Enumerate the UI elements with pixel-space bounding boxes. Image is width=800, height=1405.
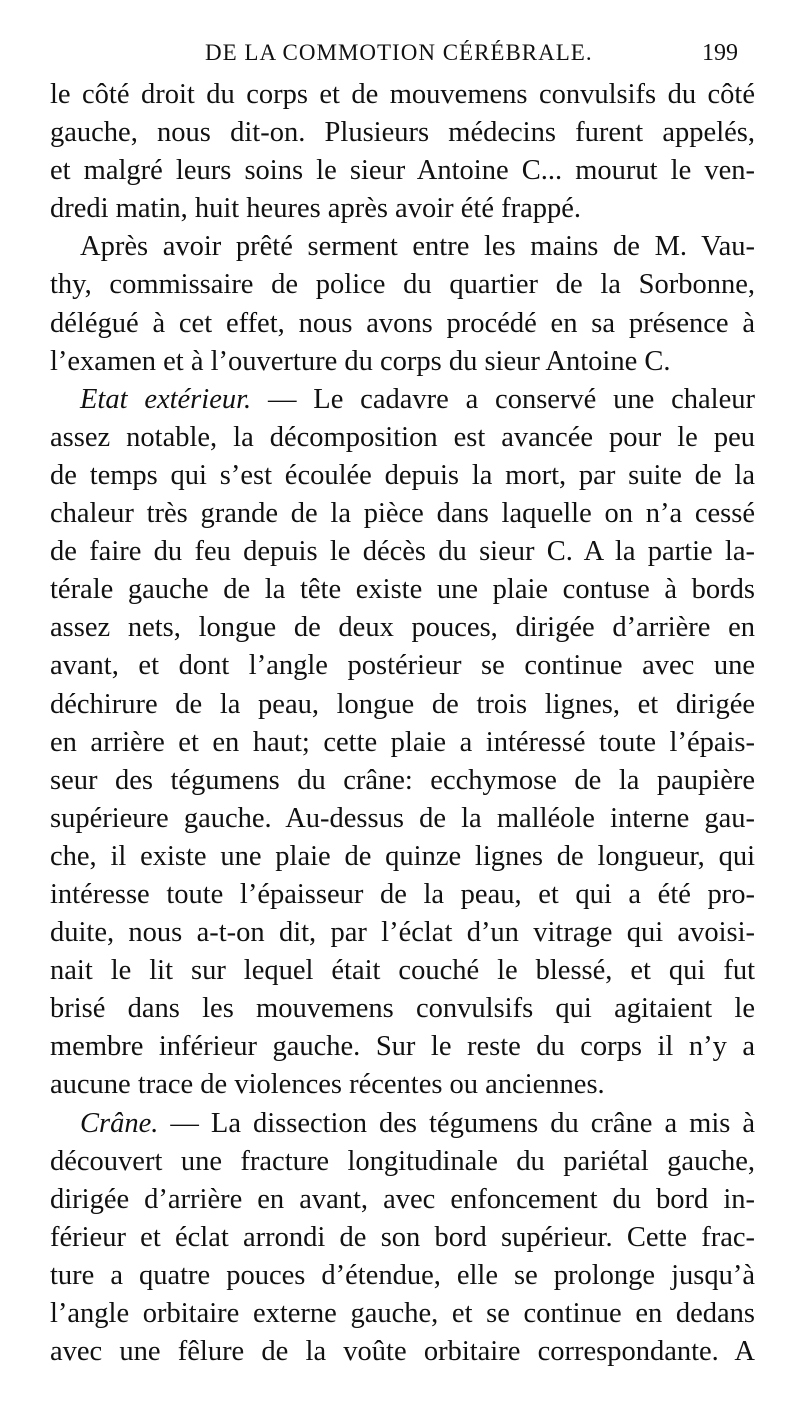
section-heading: Crâne. [80,1107,159,1139]
line-text: térale gauche de la tête existe une plaie contuse à bords [50,574,755,606]
line-text: duite, nous a-t-on dit, par l’éclat d’un vitrage qui avoisi- [50,917,755,949]
text-line [50,990,755,1028]
line-text: et malgré leurs soins le sieur Antoine C... mourut le ven- [50,155,755,187]
line-text: — Le cadavre a conservé une chaleur [251,383,755,415]
line-text: supérieure gauche. Au-dessus de la malléole interne gau- [50,802,755,834]
text-line [50,609,755,647]
text-line [50,571,755,609]
text-line [50,1181,755,1219]
text-line [50,1333,755,1371]
text-line [50,114,755,152]
text-line [50,495,755,533]
line-text: assez notable, la décomposition est avancée pour le peu [50,421,755,453]
text-line [50,800,755,838]
text-line [50,152,755,190]
line-text: chaleur très grande de la pièce dans laquelle on n’a cessé [50,498,755,530]
line-text: déchirure de la peau, longue de trois lignes, et dirigée [50,688,755,720]
line-text: l’examen et à l’ouverture du corps du sieur Antoine C. [50,345,671,377]
text-line [50,686,755,724]
line-text: avec une fêlure de la voûte orbitaire correspondante. A [50,1336,755,1368]
text-line [50,1066,755,1104]
line-text: seur des tégumens du crâne: ecchymose de la paupière [50,764,755,796]
text-line [50,838,755,876]
line-text: nait le lit sur lequel était couché le blessé, et qui fut [50,955,755,987]
line-text: assez nets, longue de deux pouces, dirigée d’arrière en [50,612,755,644]
text-line [50,305,755,343]
line-text: brisé dans les mouvemens convulsifs qui agitaient le [50,993,755,1025]
text-line [50,457,755,495]
text-line [50,419,755,457]
text-line [50,343,755,381]
text-line [50,1105,755,1143]
text-line [50,381,755,419]
page-number: 199 [702,40,738,66]
line-text: découvert une fracture longitudinale du pariétal gauche, [50,1145,755,1177]
line-text: intéresse toute l’épaisseur de la peau, et qui a été pro- [50,878,755,910]
text-line [50,1257,755,1295]
text-line [50,1219,755,1257]
line-text: en arrière et en haut; cette plaie a intéressé toute l’épais- [50,726,755,758]
text-line [50,914,755,952]
line-text: — La dissection des tégumens du crâne a mis à [158,1107,755,1139]
line-text: de temps qui s’est écoulée depuis la mort, par suite de la [50,459,755,491]
line-text: aucune trace de violences récentes ou anciennes. [50,1069,605,1101]
line-text: dredi matin, huit heures après avoir été frappé. [50,193,581,225]
line-text: délégué à cet effet, nous avons procédé en sa présence à [50,307,755,339]
text-line [50,533,755,571]
body-text [50,76,755,1371]
text-line [50,76,755,114]
text-line [50,266,755,304]
text-line [50,228,755,266]
line-text: ture a quatre pouces d’étendue, elle se prolonge jusqu’à [50,1259,755,1291]
text-line [50,1143,755,1181]
page-header [0,34,800,74]
line-text: thy, commissaire de police du quartier de la Sorbonne, [50,269,755,301]
section-heading: Etat extérieur. [80,383,252,415]
text-line [50,762,755,800]
line-text: le côté droit du corps et de mouvemens convulsifs du côté [50,79,755,110]
text-line [50,724,755,762]
line-text: membre inférieur gauche. Sur le reste du corps il n’y a [50,1031,755,1063]
text-line [50,647,755,685]
text-line [50,876,755,914]
line-text: de faire du feu depuis le décès du sieur C. A la partie la- [50,536,755,568]
line-text: férieur et éclat arrondi de son bord supérieur. Cette frac- [50,1221,755,1253]
text-line [50,1295,755,1333]
text-line [50,1028,755,1066]
line-text: l’angle orbitaire externe gauche, et se continue en dedans [50,1298,755,1329]
line-text: avant, et dont l’angle postérieur se continue avec une [50,650,755,682]
line-text: che, il existe une plaie de quinze lignes de longueur, qui [50,840,755,872]
line-text: gauche, nous dit-on. Plusieurs médecins furent appelés, [50,117,755,149]
line-text: Après avoir prêté serment entre les mains de M. Vau- [80,231,755,263]
running-title: DE LA COMMOTION CÉRÉBRALE. [205,40,593,65]
text-line [50,190,755,228]
text-line [50,952,755,990]
line-text: dirigée d’arrière en avant, avec enfoncement du bord in- [50,1183,755,1215]
